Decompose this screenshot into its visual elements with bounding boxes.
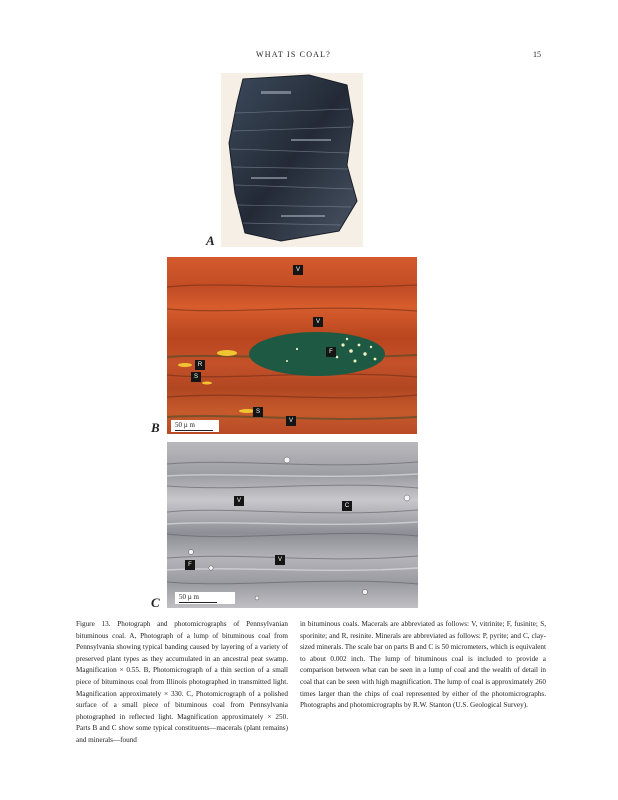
panel-c-letter: C <box>151 595 160 610</box>
coal-lump-photo <box>221 73 363 247</box>
label-resinite: R <box>195 360 205 370</box>
label-fusinite: F <box>326 347 336 357</box>
scale-label-b: 50 µ m <box>175 421 195 429</box>
caption-text-right: in bituminous coals. Macerals are abbreviated as follows: V, vitrinite; F, fusinite; S, sporinite; and R, resinite. Minerals are abbreviated as follows: P, pyrite; and C, clay-sized minerals. The scale bar on parts B and C is 50 micrometers, which is equivalent to about 0.002 inch. The lump of bituminous coal is included to provide a comparison between what can be seen in a lump of coal and the wealth of detail in coal that can be seen with high magnification. The lump of coal is approximately 260 times larger than the chips of coal represented by either of the photomicrographs. Photographs and photomicrographs by R.W. Stanton (U.S. Geological Survey). <box>300 620 546 710</box>
label-vitrinite: V <box>313 317 323 327</box>
scale-bar-b <box>171 420 219 432</box>
figure-caption-left <box>76 619 288 747</box>
label-vitrinite: V <box>275 555 285 565</box>
label-clay-minerals: C <box>342 501 352 511</box>
scale-label-c: 50 µ m <box>179 593 199 601</box>
figure-caption-right <box>300 619 546 712</box>
running-head: WHAT IS COAL? <box>256 50 332 59</box>
label-fusinite: F <box>185 560 195 570</box>
panel-b-photomicrograph <box>167 257 417 434</box>
label-sporinite: S <box>253 407 263 417</box>
label-vitrinite: V <box>234 496 244 506</box>
scale-bar-c <box>175 592 235 604</box>
scale-line-c <box>179 602 217 603</box>
panel-b-texture <box>167 257 417 434</box>
label-vitrinite: V <box>286 416 296 426</box>
panel-b-letter: B <box>151 420 160 435</box>
coal-lump-image <box>221 73 363 247</box>
panel-c-texture <box>167 442 418 608</box>
panel-a-letter: A <box>206 233 215 248</box>
label-sporinite: S <box>191 372 201 382</box>
panel-c-photomicrograph <box>167 442 418 608</box>
page-number: 15 <box>533 50 541 59</box>
caption-text-left: Figure 13. Photograph and photomicrographs of Pennsylvanian bituminous coal. A, Photograph of a lump of bituminous coal from Pennsylvania showing typical banding caused by layering of a variety of preserved plant types as they accumulated in an ancestral peat swamp. Magnification × 0.55. B, Photomicrograph of a thin section of a small piece of bituminous coal from Illinois photographed in transmitted light. Magnification approximately × 330. C, Photomicrograph of a polished surface of a small piece of bituminous coal from Pennsylvania photographed in reflected light. Magnification approximately × 250. Parts B and C show some typical constituents—macerals (plant remains) and minerals—found <box>76 620 288 744</box>
label-vitrinite: V <box>293 265 303 275</box>
scale-line-b <box>175 430 213 431</box>
